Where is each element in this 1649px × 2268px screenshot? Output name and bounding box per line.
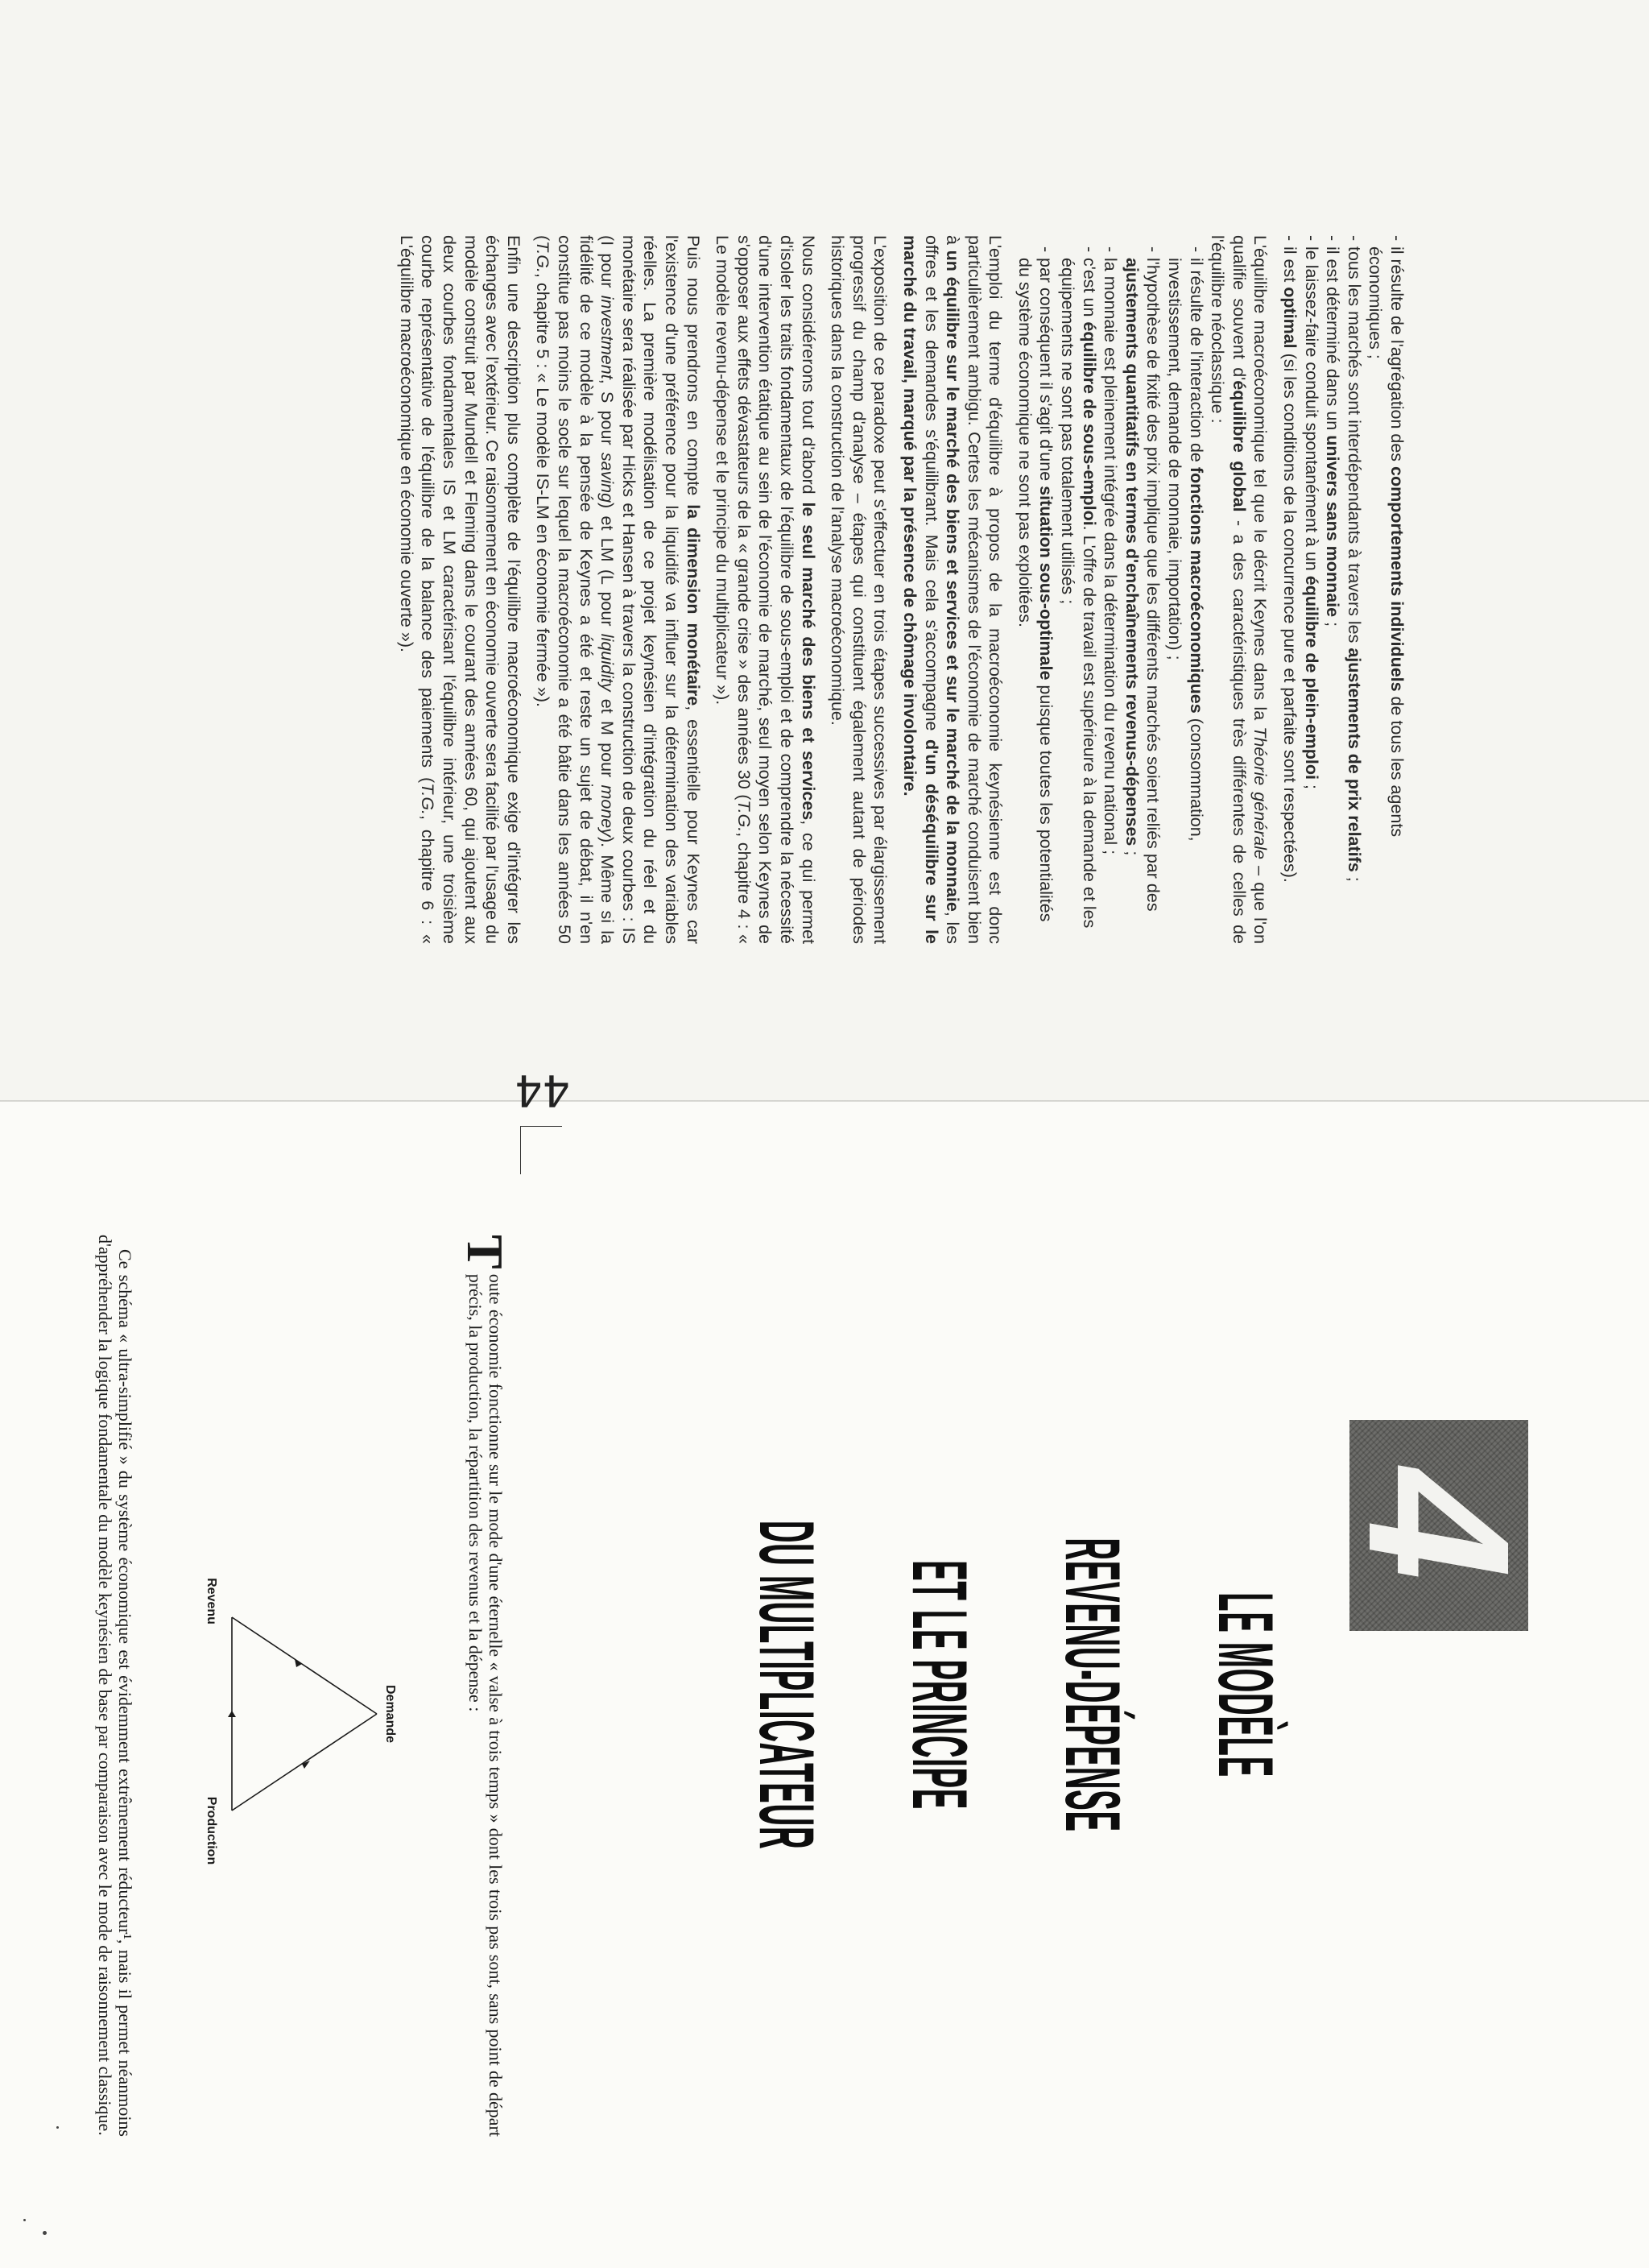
list-item: - il est optimal (si les conditions de la concurrence pure et parfaite sont respectées).	[1279, 235, 1300, 944]
list-item: - tous les marchés sont interdépendants à travers les ajustements de prix relatifs ;	[1343, 235, 1365, 944]
edge-demande-production	[232, 1714, 377, 1811]
chapter-title-line-4: DU MULTIPLICATEUR	[742, 1520, 829, 1850]
intro-text: oute économie fonctionne sur le mode d'une éternelle « valse à trois temps » dont les trois pas sont, sans point de départ précis, la production, la répartition des revenus et la dépense :	[465, 1273, 506, 2137]
label-revenu: Revenu	[205, 1578, 218, 1624]
intro-paragraph	[457, 1235, 514, 2137]
chapter-title-line-1: LE MODÈLE	[1201, 1592, 1288, 1778]
paragraph-global-equilibrium: L'équilibre macroéconomique tel que le décrit Keynes dans la Théorie générale – que l'on qualifie souvent d'équilibre global - a des caractéristiques très différentes de celles de l'équilibre néoclassique :	[1208, 235, 1271, 944]
left-page-body	[395, 235, 1407, 944]
label-production: Production	[205, 1796, 218, 1865]
list-item: - par conséquent il s'agit d'une situation sous-optimale puisque toutes les potentialités du système économique ne sont pas exploitées.	[1014, 246, 1056, 944]
paragraph-goods-market: Nous considérerons tout d'abord le seul marché des biens et services, ce qui permet d'isoler les traits fondamentaux de l'équilibre de sous-emploi et de comprendre la nécessité d'une intervention étatique au sein de l'économie de marché, seul moyen selon Keynes de s'opposer aux effets dévastateurs de la « grande crise » des années 30 (T.G., chapitre 4 : « Le modèle revenu-dépense et le principe du multiplicateur »).	[713, 235, 818, 945]
arrow-to-revenu	[228, 1711, 236, 1717]
list-item: - il est déterminé dans un univers sans monnaie ;	[1322, 235, 1344, 944]
list-item: - il résulte de l'interaction de fonctions macroéconomiques (consommation, investissement, demande de monnaie, importation) ;	[1163, 246, 1206, 944]
chapter-number: 4	[1327, 1449, 1552, 1602]
list-item: - la monnaie est pleinement intégrée dans la détermination du revenu national ;	[1100, 246, 1122, 944]
paragraph-ambiguity: L'emploi du terme d'équilibre à propos de la macroéconomie keynésienne est donc particulièrement ambigu. Certes les mécanismes de l'économie de marché conduisent bien à un équilibre sur le marché des biens et services et sur le marché de la monnaie, les offres et les demandes s'équilibrant. Mais cela s'accompagne d'un déséquilibre sur le marché du travail, marqué par la présence de chômage involontaire.	[899, 235, 1006, 945]
economic-cycle-diagram	[192, 1545, 409, 1883]
paragraph-three-steps: L'exposition de ce paradoxe peut s'effectuer en trois étapes successives par élargissement progressif du champ d'analyse – étapes qui constituent également autant de périodes historiques dans la construction de l'analyse macroéconomique.	[828, 235, 891, 944]
right-page	[0, 1102, 1649, 2268]
scan-speck	[43, 2231, 47, 2235]
chapter-title-line-3: ET LE PRINCIPE	[895, 1560, 982, 1810]
paragraph-monetary-dimension: Puis nous prendrons en compte la dimension monétaire, essentielle pour Keynes car l'existence d'une préférence pour la liquidité va influer sur la détermination des variables réelles. La première modélisation de ce projet keynésien d'intégration du réel et du monétaire sera réalisée par Hicks et Hansen à travers la construction de deux courbes : IS (I pour investment, S pour saving) et LM (L pour liquidity et M pour money). Même si la fidélité de ce modèle à la pensée de Keynes a été et reste un sujet de débat, il n'en constitue pas moins le socle sur lequel la macroéconomie a été bâtie dans les années 50 (T.G., chapitre 5 : « Le modèle IS-LM en économie fermée »).	[533, 235, 703, 945]
conclusion-paragraph: Ce schéma « ultra-simplifié » du système économique est évidemment extrêmement réducteur¹, mais il permet néanmoins d'appréhender la logique fondamentale du modèle keynésien de base par comparaison avec le mode de raisonnement classique.	[95, 1235, 135, 2137]
crop-mark	[520, 1126, 521, 1174]
crop-mark	[520, 1126, 562, 1127]
scan-speck	[56, 2126, 59, 2129]
left-page	[0, 0, 1649, 1102]
handwritten-page-number: 44	[515, 1065, 570, 1115]
paragraph-open-economy: Enfin une description plus complète de l'équilibre macroéconomique exige d'intégrer les échanges avec l'extérieur. Ce raisonnement en économie ouverte sera facilité par l'usage du modèle construit par Mundell et Fleming dans le courant des années 60, qui ajoutent aux deux courbes fondamentales IS et LM caractérisant l'équilibre intérieur, une troisième courbe représentative de l'équilibre de la balance des paiements (T.G., chapitre 6 : « L'équilibre macroéconomique en économie ouverte »).	[396, 235, 523, 945]
neoclassical-equilibrium-list	[1279, 235, 1407, 944]
list-item: - il résulte de l'agrégation des comportements individuels de tous les agents économiques ;	[1365, 235, 1407, 944]
list-item: - le laissez-faire conduit spontanément à un équilibre de plein-emploi ;	[1300, 235, 1322, 944]
drop-cap: T	[457, 1235, 514, 1269]
label-demande: Demande	[383, 1684, 397, 1744]
scan-speck	[23, 2219, 26, 2221]
keynesian-equilibrium-list	[1014, 246, 1206, 944]
list-item: - c'est un équilibre de sous-emploi. L'offre de travail est supérieure à la demande et les équipements ne sont pas totalement utilisés ;	[1057, 246, 1100, 944]
edge-revenu-demande	[232, 1617, 377, 1714]
chapter-number-box	[1327, 1420, 1552, 1631]
chapter-title-line-2: REVENU-DÉPENSE	[1048, 1538, 1135, 1832]
list-item: - l'hypothèse de fixité des prix implique que les différents marchés soient reliés par des ajustements quantitatifs en termes d'enchaînements revenus-dépenses ;	[1121, 246, 1163, 944]
